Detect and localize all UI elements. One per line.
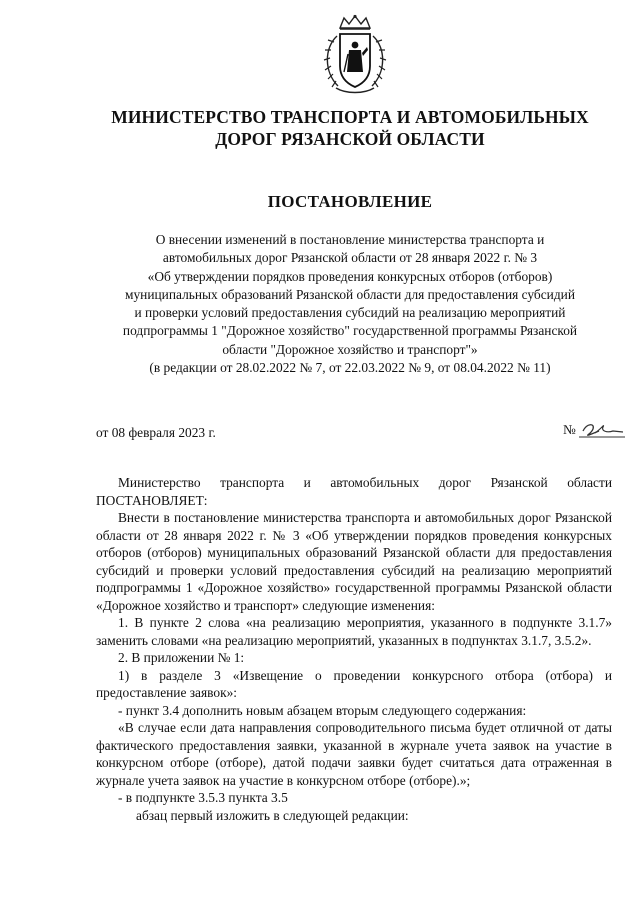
handwritten-number-signature bbox=[579, 419, 625, 439]
resolution-body bbox=[96, 474, 612, 824]
body-paragraph: Министерство транспорта и автомобильных дорог Рязанской области ПОСТАНОВЛЯЕТ: bbox=[96, 475, 612, 508]
ministry-title-line-2: ДОРОГ РЯЗАНСКОЙ ОБЛАСТИ bbox=[215, 129, 485, 149]
body-paragraph: 1) в разделе 3 «Извещение о проведении конкурсного отбора (отбора) и предоставление заявок»: bbox=[96, 667, 612, 700]
subject-line: О внесении изменений в постановление министерства транспорта и bbox=[155, 232, 545, 247]
body-paragraph: 2. В приложении № 1: bbox=[118, 650, 245, 665]
body-paragraph: «В случае если дата направления сопроводительного письма будет отличной от даты фактического предоставления заявки, указанной в журнале учета заявок на участие в конкурсном отборе (отборе), датой подачи заявки будет считаться дата отраженная в журнале учета заявок на участие в конкурсном отборе (отборе).»; bbox=[96, 720, 612, 788]
body-paragraph: абзац первый изложить в следующей редакции: bbox=[136, 807, 409, 823]
subject-line: «Об утверждении порядков проведения конкурсных отборов (отборов) bbox=[147, 268, 553, 284]
document-type-heading: ПОСТАНОВЛЕНИЕ bbox=[267, 192, 433, 211]
subject-line: и проверки условий предоставления субсидий на реализацию мероприятий bbox=[134, 305, 566, 321]
body-paragraph: 1. В пункте 2 слова «на реализацию мероприятия, указанного в подпункте 3.1.7» заменить словами «на реализацию мероприятий, указанных в подпунктах 3.1.7, 3.5.2». bbox=[96, 615, 612, 648]
body-paragraph: Внести в постановление министерства транспорта и автомобильных дорог Рязанской области от 28 января 2022 г. № 3 «Об утверждении порядков проведения конкурсных отборов (отборов) муниципальных образований Рязанской области для предоставления субсидий и проверки условий предоставления субсидий на реализацию мероприятий подпрограммы 1 «Дорожное хозяйство» государственной программы Рязанской области «Дорожное хозяйство и транспорт» следующие изменения: bbox=[96, 510, 612, 613]
body-paragraph: - пункт 3.4 дополнить новым абзацем вторым следующего содержания: bbox=[118, 702, 527, 718]
subject-line: подпрограммы 1 "Дорожное хозяйство" государственной программы Рязанской bbox=[122, 323, 578, 339]
ministry-title bbox=[60, 106, 640, 150]
subject-line: автомобильных дорог Рязанской области от 28 января 2022 г. № 3 bbox=[162, 250, 538, 266]
coat-of-arms-emblem bbox=[318, 14, 392, 98]
document-subject bbox=[60, 231, 640, 377]
subject-line: (в редакции от 28.02.2022 № 7, от 22.03.2022 № 9, от 08.04.2022 № 11) bbox=[149, 360, 551, 376]
subject-line: области "Дорожное хозяйство и транспорт"» bbox=[222, 341, 478, 357]
document-date: от 08 февраля 2023 г. bbox=[96, 425, 216, 440]
document-number bbox=[563, 419, 625, 439]
number-label: № bbox=[563, 422, 576, 437]
ministry-title-line-1: МИНИСТЕРСТВО ТРАНСПОРТА И АВТОМОБИЛЬНЫХ bbox=[111, 107, 589, 127]
body-paragraph: - в подпункте 3.5.3 пункта 3.5 bbox=[118, 790, 288, 805]
subject-line: муниципальных образований Рязанской области для предоставления субсидий bbox=[125, 286, 575, 302]
